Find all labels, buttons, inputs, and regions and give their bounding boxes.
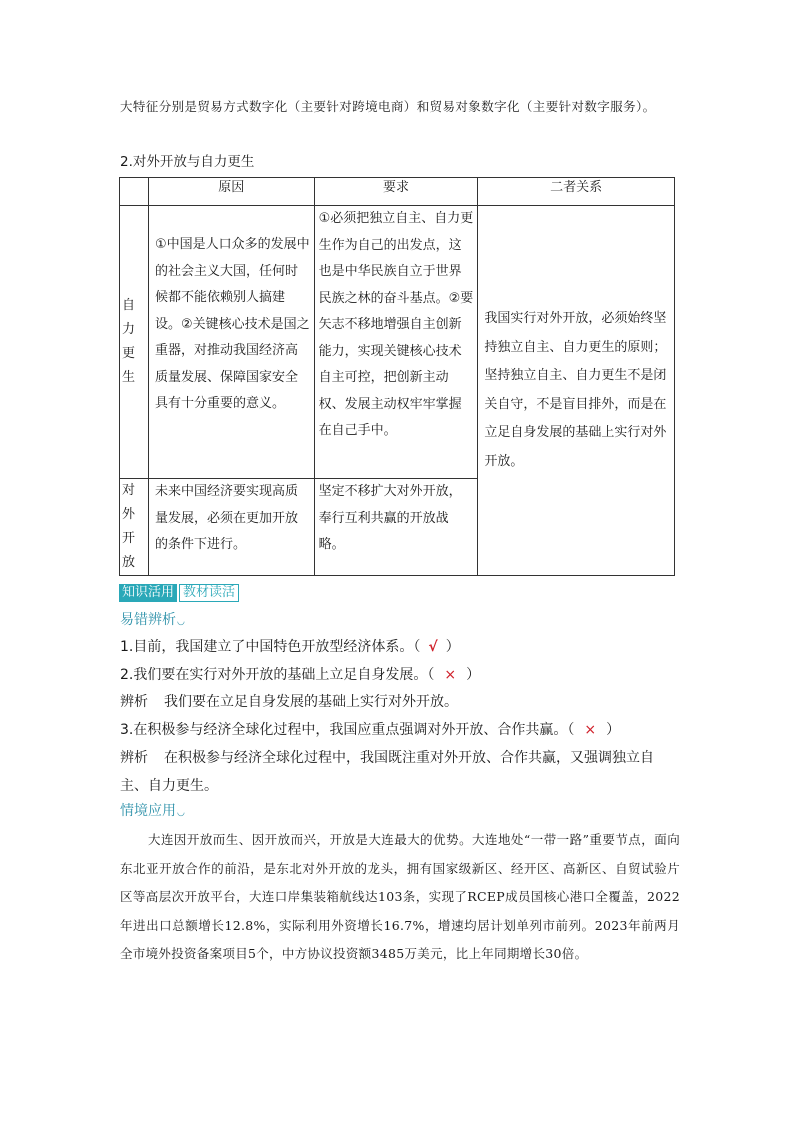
cell-requirement-opening-up: 坚定不移扩大对外开放，奉行互利共赢的开放战略。	[314, 479, 478, 576]
cross-mark: ×	[584, 722, 597, 738]
question-1-close: ）	[445, 639, 460, 655]
section2-title-text: 易错辨析	[120, 612, 176, 628]
cell-reason-opening-up: 未来中国经济要实现高质量发展，必须在更加开放的条件下进行。	[148, 479, 314, 576]
question-2	[120, 665, 480, 685]
section2-title	[120, 609, 185, 629]
header-empty	[120, 178, 149, 206]
note-2	[120, 688, 680, 716]
note-3	[120, 744, 680, 800]
cell-reason-self-reliance: ①中国是人口众多的发展中的社会主义大国，任何时候都不能依赖别人搞建设。②关键核心技术是国之重器，对推动我国经济高质量发展、保障国家安全具有十分重要的意义。	[148, 206, 314, 479]
comparison-table	[119, 177, 675, 576]
tag-bar	[119, 584, 239, 602]
cell-requirement-self-reliance: ①必须把独立自主、自力更生作为自己的出发点，这也是中华民族自立于世界民族之林的奋斗基点。②要矢志不移地增强自主创新能力，实现关键核心技术自主可控，把创新主动权、发展主动权牢牢掌握在自己手中。	[314, 206, 478, 479]
question-3-close: ）	[606, 722, 621, 738]
tag-knowledge-apply: 知识活用	[119, 584, 177, 602]
cell-relation: 我国实行对外开放，必须始终坚持独立自主、自力更生的原则；坚持独立自主、自力更生不是闭关自守，不是盲目排外，而是在立足自身发展的基础上实行对外开放。	[478, 206, 675, 576]
section-marker-icon: ◡	[177, 617, 185, 627]
header-requirement: 要求	[314, 178, 478, 206]
section3-title-text: 情境应用	[120, 803, 176, 819]
tag-textbook-read: 教材读活	[179, 584, 239, 602]
row-label-opening-up: 对外开放	[120, 479, 149, 576]
question-2-close: ）	[466, 667, 481, 683]
question-1	[120, 637, 460, 657]
note-3-label: 辨析	[120, 750, 148, 766]
question-3-text: 3.在积极参与经济全球化过程中，我国应重点强调对外开放、合作共赢。（	[120, 722, 575, 738]
scenario-passage: 大连因开放而生、因开放而兴，开放是大连最大的优势。大连地处“一带一路”重要节点，面向东北亚开放合作的前沿，是东北对外开放的龙头，拥有国家级新区、经开区、高新区、自贸试验片区等高层次开放平台，大连口岸集装箱航线达103条，实现了RCEP成员国核心港口全覆盖，2022年进出口总额增长12.8%，实际利用外资增长16.7%，增速均居计划单列市前列。2023年前两月全市境外投资备案项目5个，中方协议投资额3485万美元，比上年同期增长30倍。	[120, 832, 680, 961]
header-relation: 二者关系	[478, 178, 675, 206]
section3-title	[120, 800, 185, 820]
section-marker-icon: ◡	[177, 808, 185, 818]
cross-mark: ×	[444, 667, 457, 683]
section-title: 2.对外开放与自力更生	[120, 154, 255, 170]
note-2-text: 我们要在立足自身发展的基础上实行对外开放。	[164, 694, 458, 710]
note-3-text: 在积极参与经济全球化过程中，我国既注重对外开放、合作共赢，又强调独立自主、自力更生。	[120, 750, 654, 794]
check-mark: √	[428, 639, 438, 655]
row-label-self-reliance: 自力更生	[120, 206, 149, 479]
question-3	[120, 720, 620, 740]
question-1-text: 1.目前，我国建立了中国特色开放型经济体系。（	[120, 639, 421, 655]
note-2-label: 辨析	[120, 694, 148, 710]
question-2-text: 2.我们要在实行对外开放的基础上立足自身发展。（	[120, 667, 435, 683]
header-reason: 原因	[148, 178, 314, 206]
intro-paragraph: 大特征分别是贸易方式数字化（主要针对跨境电商）和贸易对象数字化（主要针对数字服务）。	[120, 99, 656, 114]
